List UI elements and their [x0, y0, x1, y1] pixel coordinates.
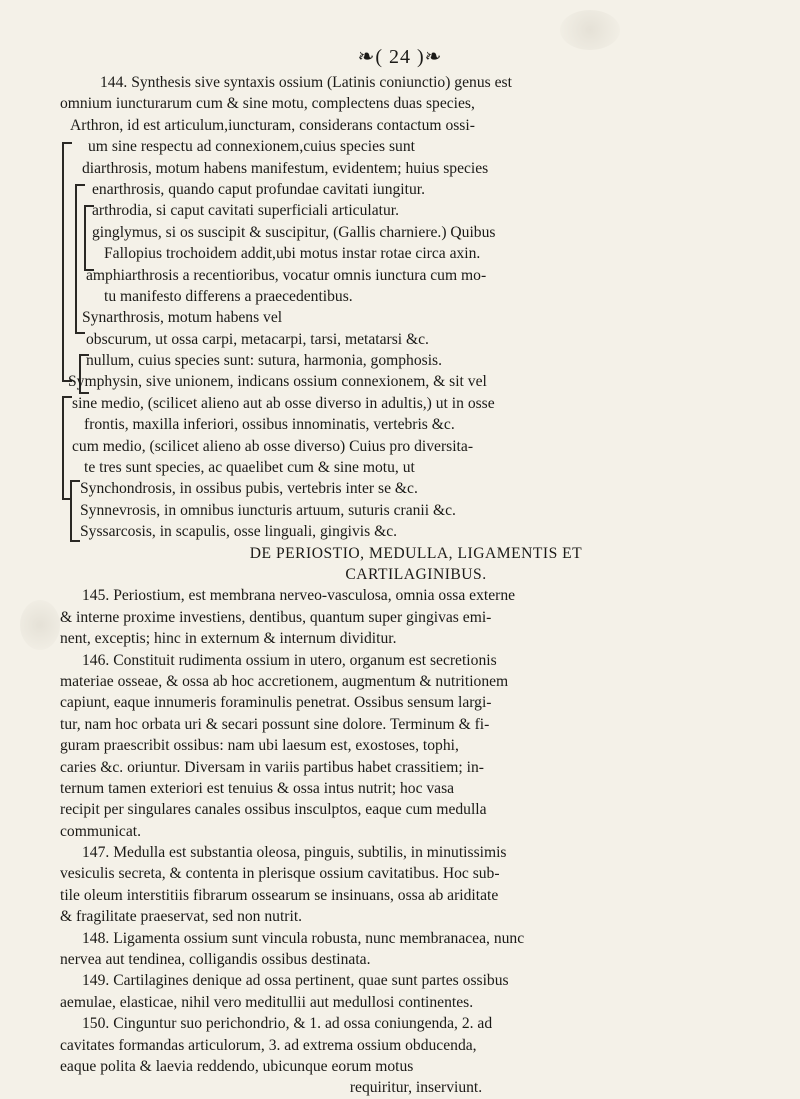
text-line: tu manifesto differens a praecedentibus.: [104, 287, 353, 305]
text-line: omnium iuncturarum cum & sine motu, complectens duas species,: [60, 95, 475, 113]
text-line: amphiarthrosis a recentioribus, vocatur omnis iunctura cum mo-: [86, 266, 487, 284]
text-line: enarthrosis, quando caput profundae cavitati iungitur.: [92, 180, 426, 198]
text-line: guram praescribit ossibus: nam ubi laesum est, exostoses, tophi,: [60, 737, 459, 755]
text-line: diarthrosis, motum habens manifestum, evidentem; huius species: [82, 159, 489, 177]
text-line: eaque polita & laevia reddendo, ubicunque eorum motus: [60, 1057, 414, 1075]
text-line: frontis, maxilla inferiori, ossibus innominatis, vertebris &c.: [84, 416, 455, 434]
text-line: Fallopius trochoidem addit,ubi motus instar rotae circa axin.: [104, 245, 481, 263]
section-heading: DE PERIOSTIO, MEDULLA, LIGAMENTIS ET: [249, 544, 583, 562]
text-line: Synnevrosis, in omnibus iuncturis artuum, suturis cranii &c.: [80, 501, 456, 519]
text-line: 149. Cartilagines denique ad ossa pertinent, quae sunt partes ossibus: [82, 972, 509, 990]
text-line: aemulae, elasticae, nihil vero meditullii aut medullosi continentes.: [60, 993, 474, 1011]
text-line: Arthron, id est articulum,iuncturam, considerans contactum ossi-: [70, 116, 475, 134]
text-line: & interne proxime investiens, dentibus, quantum super gingivas emi-: [60, 608, 492, 626]
text-line: arthrodia, si caput cavitati superficiali articulatur.: [92, 202, 399, 220]
text-line: 146. Constituit rudimenta ossium in utero, organum est secretionis: [82, 651, 497, 669]
text-line: recipit per singulares canales ossibus insculptos, eaque cum medulla: [60, 801, 487, 819]
text-line: 150. Cinguntur suo perichondrio, & 1. ad ossa coniungenda, 2. ad: [82, 1015, 493, 1033]
text-line: & fragilitate praeservat, sed non nutrit.: [60, 908, 303, 926]
text-line: te tres sunt species, ac quaelibet cum & sine motu, ut: [84, 459, 415, 477]
text-line: vesiculis secreta, & contenta in plerisque ossium cavitatibus. Hoc sub-: [60, 865, 500, 883]
text-line: obscurum, ut ossa carpi, metacarpi, tarsi, metatarsi &c.: [86, 330, 429, 348]
text-line: ginglymus, si os suscipit & suscipitur, (Gallis charniere.) Quibus: [92, 223, 496, 241]
paper-stain: [20, 600, 60, 650]
text-line: Synchondrosis, in ossibus pubis, vertebris inter se &c.: [80, 480, 418, 498]
text-line: Symphysin, sive unionem, indicans ossium connexionem, & sit vel: [68, 373, 487, 391]
text-line: Syssarcosis, in scapulis, osse linguali, gingivis &c.: [80, 523, 398, 541]
text-line: Synarthrosis, motum habens vel: [82, 309, 283, 327]
section-heading: CARTILAGINIBUS.: [345, 565, 487, 583]
text-line: requiritur, inserviunt.: [349, 1079, 483, 1097]
text-line: materiae osseae, & ossa ab hoc accretionem, augmentum & nutritionem: [60, 672, 509, 690]
text-line: nervea aut tendinea, colligandis ossibus destinata.: [60, 951, 371, 969]
text-line: sine medio, (scilicet alieno aut ab osse diverso in adultis,) ut in osse: [72, 394, 495, 412]
text-line: nent, exceptis; hinc in externum & internum dividitur.: [60, 630, 397, 648]
text-line: caries &c. oriuntur. Diversam in variis partibus habet crassitiem; in-: [60, 758, 484, 776]
text-line: tur, nam hoc orbata uri & secari possunt sine dolore. Terminum & fi-: [60, 715, 490, 733]
page-text: [60, 72, 772, 1099]
text-line: nullum, cuius species sunt: sutura, harmonia, gomphosis.: [86, 352, 443, 370]
text-line: ternum tamen exteriori est tenuius & ossa intus nutrit; hoc vasa: [60, 779, 455, 797]
text-line: cavitates formandas articulorum, 3. ad extrema ossium obducenda,: [60, 1036, 477, 1054]
text-line: 147. Medulla est substantia oleosa, pinguis, subtilis, in minutissimis: [82, 844, 507, 862]
text-line: capiunt, eaque innumeris foraminulis penetrat. Ossibus sensum largi-: [60, 694, 492, 712]
text-line: 145. Periostium, est membrana nerveo-vasculosa, omnia ossa externe: [82, 587, 516, 605]
text-line: 148. Ligamenta ossium sunt vincula robusta, nunc membranacea, nunc: [82, 929, 525, 947]
text-line: 144. Synthesis sive syntaxis ossium (Latinis coniunctio) genus est: [100, 74, 512, 91]
page-header: ❧( 24 )❧: [357, 46, 443, 68]
text-line: um sine respectu ad connexionem,cuius species sunt: [88, 138, 415, 156]
text-line: communicat.: [60, 822, 141, 840]
text-line: cum medio, (scilicet alieno ab osse diverso) Cuius pro diversita-: [72, 437, 474, 455]
text-line: tile oleum interstitiis fibrarum ossearum se insinuans, ossa ab ariditate: [60, 886, 499, 904]
